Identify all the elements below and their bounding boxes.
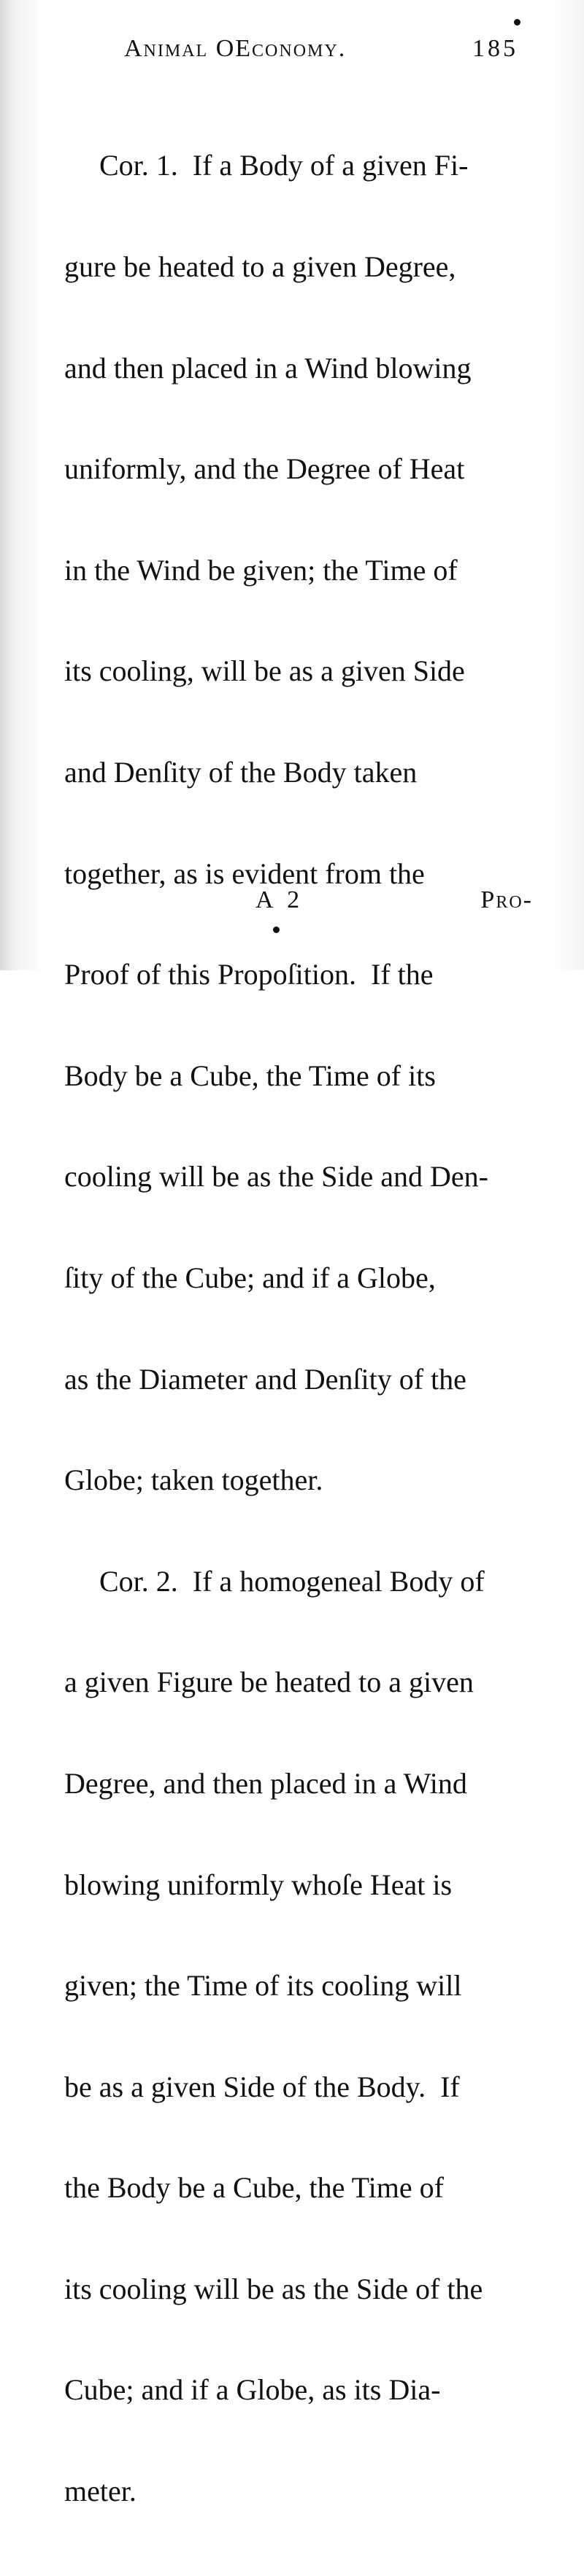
signature-mark: A 2 bbox=[256, 886, 304, 913]
text-line: and Denſity of the Body taken bbox=[64, 755, 418, 789]
text-line: given; the Time of its cooling will bbox=[64, 1969, 462, 2003]
text-line: together, as is evident from the bbox=[64, 856, 425, 890]
text-line: gure be heated to a given Degree, bbox=[64, 250, 456, 283]
text-line: Globe; taken together. bbox=[64, 1463, 323, 1497]
text-line: its cooling, will be as a given Side bbox=[64, 654, 465, 688]
text-line: uniformly, and the Degree of Heat bbox=[64, 452, 465, 486]
catchword: Pro- bbox=[480, 886, 533, 913]
text-line: as the Diameter and Denſity of the bbox=[64, 1362, 466, 1396]
text-line: Cube; and if a Globe, as its Dia- bbox=[64, 2373, 441, 2407]
text-line: Proof of this Propoſition. If the bbox=[64, 958, 434, 991]
text-line: ſity of the Cube; and if a Globe, bbox=[64, 1261, 436, 1294]
text-line: Cor. 1. If a Body of a given Fi- bbox=[99, 149, 469, 182]
text-line: cooling will be as the Side and Den- bbox=[64, 1160, 488, 1194]
text-line: Body be a Cube, the Time of its bbox=[64, 1059, 436, 1092]
text-line: Cor. 2. If a homogeneal Body of bbox=[99, 1564, 485, 1598]
text-line: blowing uniformly whoſe Heat is bbox=[64, 1868, 453, 1901]
text-line: Degree, and then placed in a Wind bbox=[64, 1766, 467, 1800]
text-line: be as a given Side of the Body. If bbox=[64, 2070, 460, 2103]
body-text bbox=[64, 82, 531, 2576]
text-line: the Body be a Cube, the Time of bbox=[64, 2171, 444, 2205]
text-line: a given Figure be heated to a given bbox=[64, 1666, 474, 1699]
text-line: its cooling will be as the Side of the bbox=[64, 2272, 483, 2305]
text-line: meter. bbox=[64, 2475, 137, 2508]
ink-speck bbox=[514, 19, 520, 26]
page-header bbox=[124, 35, 533, 71]
running-title: Animal OEconomy. bbox=[124, 35, 347, 62]
text-line: in the Wind be given; the Time of bbox=[64, 553, 458, 587]
page-number: 185 bbox=[472, 35, 518, 62]
page-footer bbox=[256, 886, 540, 923]
ink-speck bbox=[273, 927, 280, 933]
text-line: and then placed in a Wind blowing bbox=[64, 351, 472, 384]
